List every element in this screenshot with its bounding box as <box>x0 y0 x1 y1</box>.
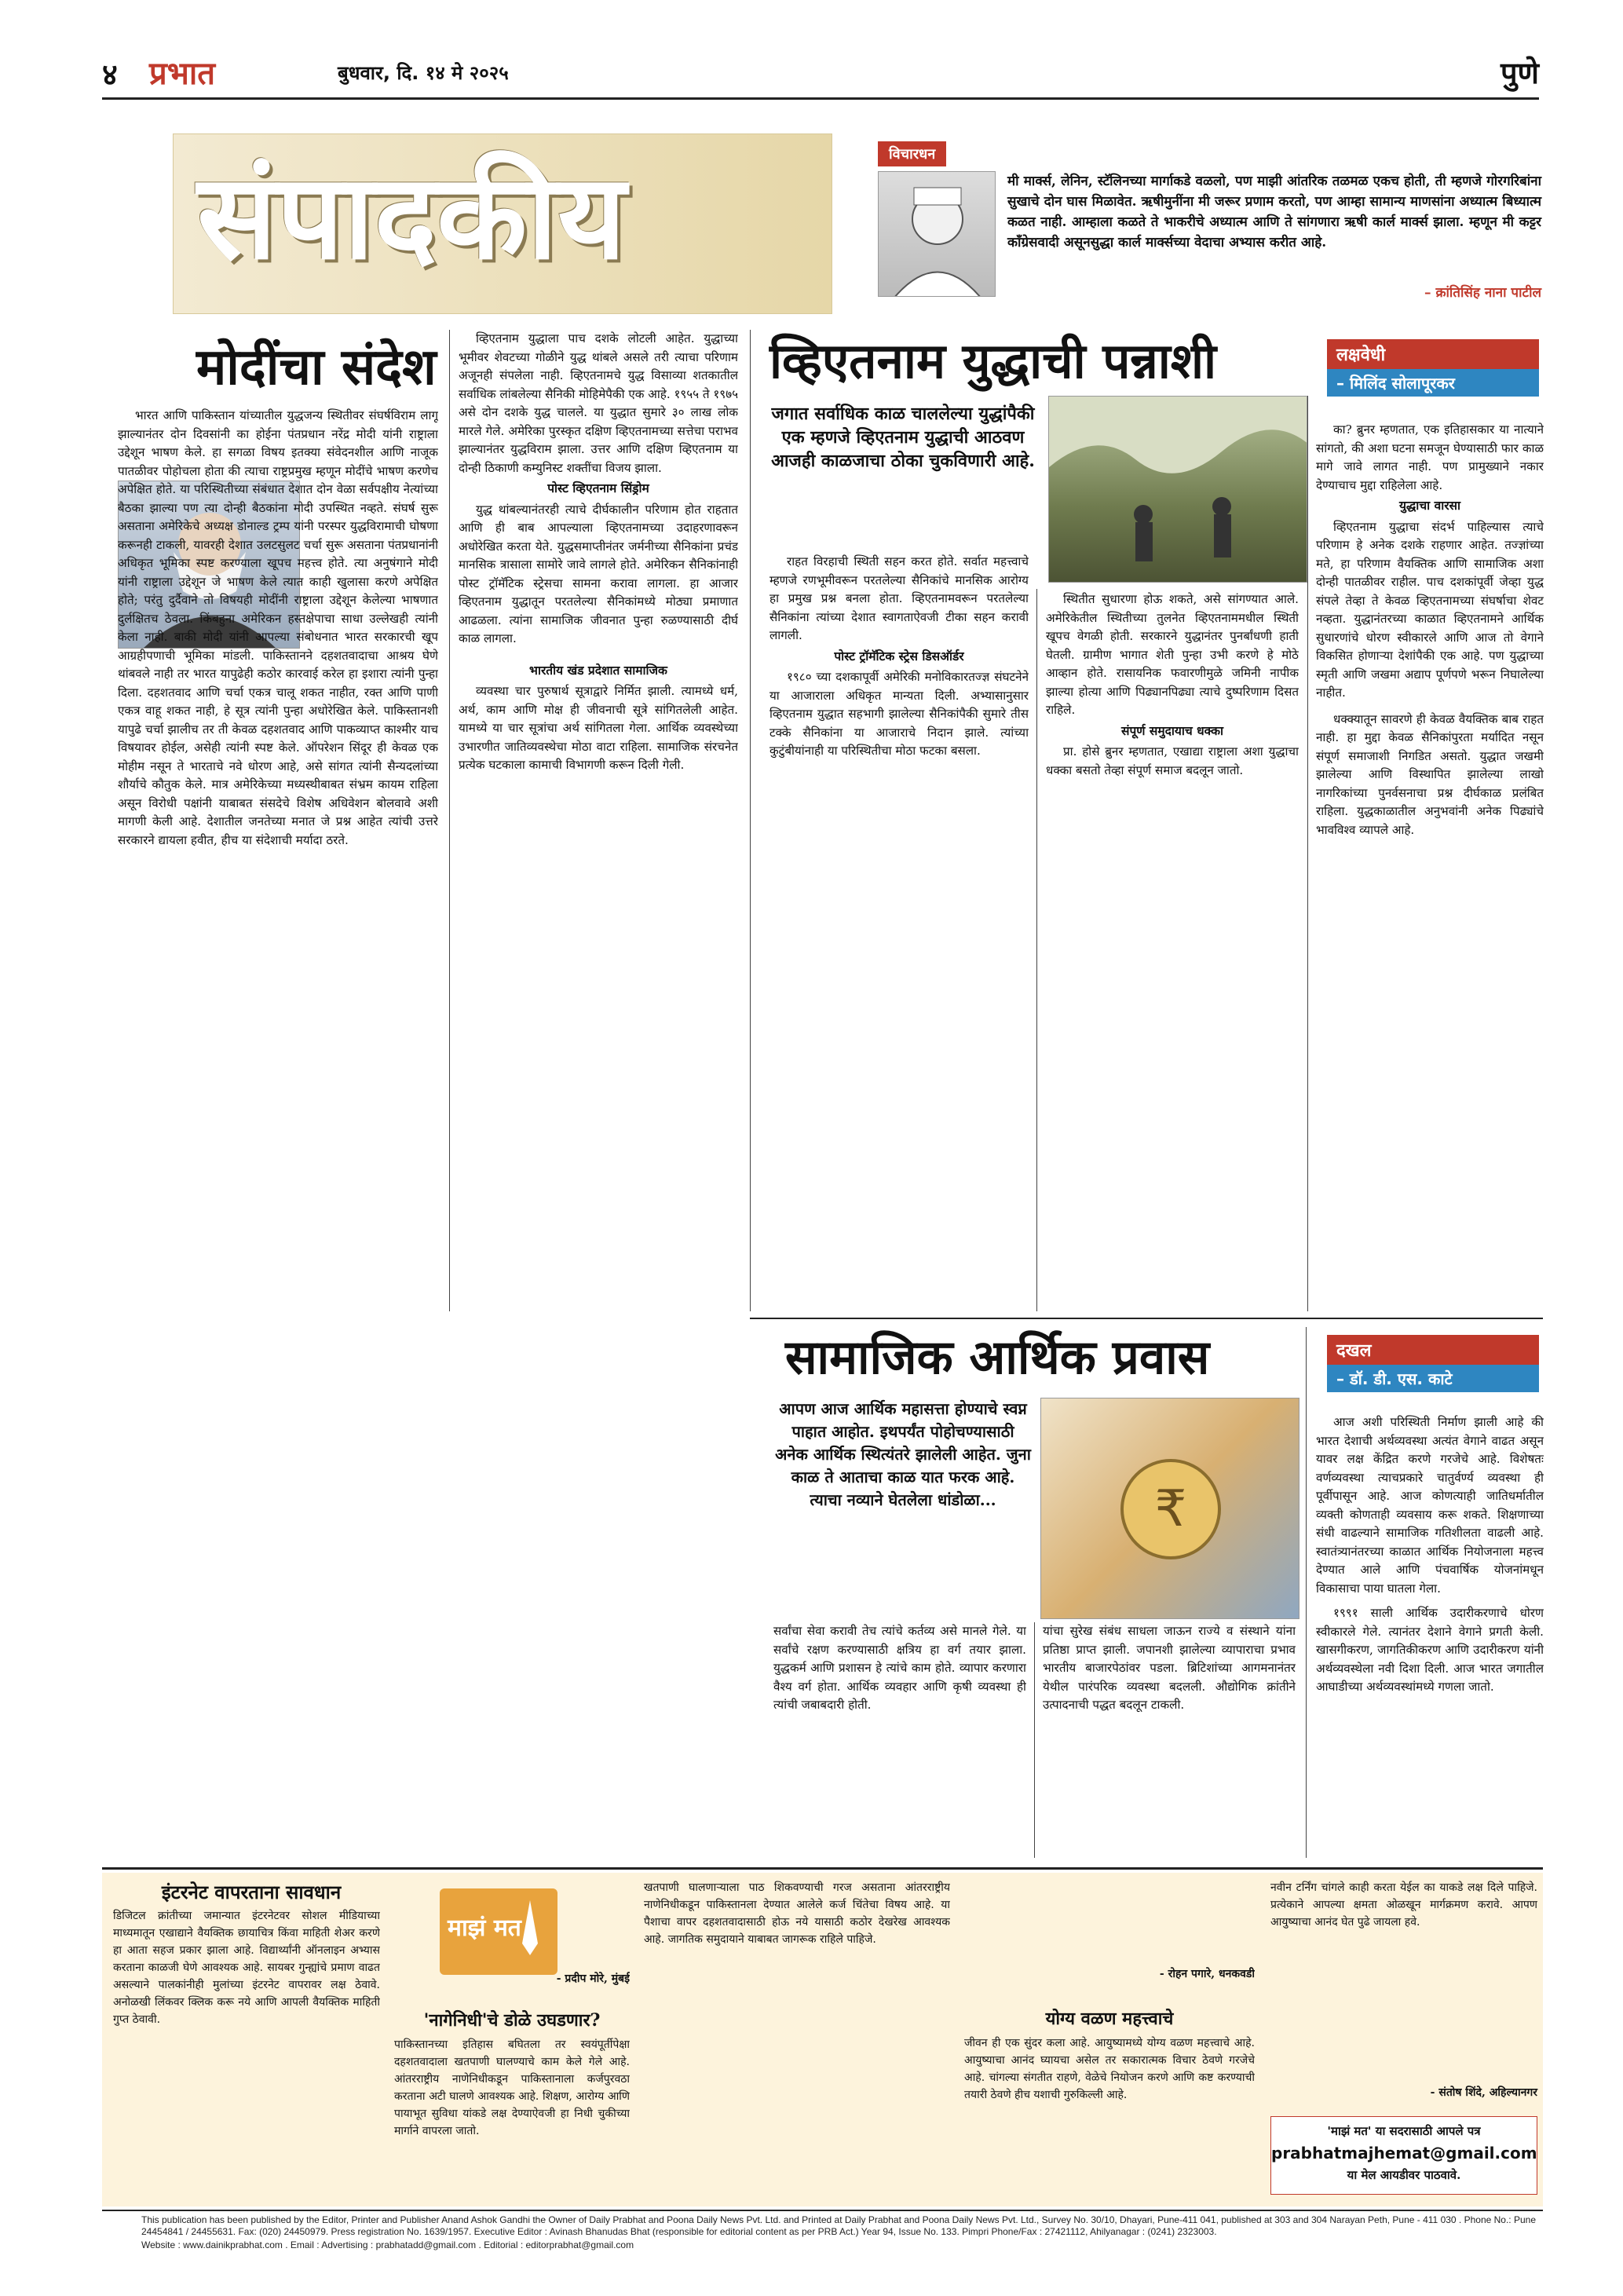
editorial-col2-subhead-1: पोस्ट व्हिएतनाम सिंड्रोम <box>547 481 649 495</box>
letter-5-text: नवीन टर्निंग चांगले काही करता येईल का याकडे लक्ष दिले पाहिजे. प्रत्येकाने आपल्या क्षमता ओळखून मार्गक्रमण करावे. आपण आयुष्याचा आनंद घेत पुढे जायला हवे. <box>1270 1881 1537 1929</box>
letter-2-title: 'नागेनिधी'चे डोळे उघडणार? <box>423 2010 601 2031</box>
letter-1-title: इंटरनेट वापरताना सावधान <box>161 1881 342 1903</box>
letter-5-sign: - संतोष शिंदे, अहिल्यानगर <box>1430 2086 1537 2099</box>
editorial-col2-text: व्हिएतनाम युद्धाला पाच दशके लोटली आहेत. युद्धाच्या भूमीवर शेवटच्या गोळीने युद्ध थांबले असले तरी त्याचा परिणाम अजूनही संपलेला नाही. व्हिएतनामचे युद्ध विसाव्या शतकातील सर्वाधिक लांबलेल्या सैनिकी मोहिमेपैकी एक आहे. १९५५ ते १९७५ असे दोन दशके युद्ध चालले. या युद्धात सुमारे ३० लाख लोक मारले गेले. अमेरिका पुरस्कृत दक्षिण व्हिएतनामच्या सत्तेचा पराभव झाल्यानंतर युद्धविराम झाला. उत्तर आणि दक्षिण व्हिएतनाम या दोन्ही ठिकाणी कम्युनिस्ट शक्तींचा विजय झाला. <box>459 331 738 475</box>
footer-imprint: This publication has been published by the Editor, Printer and Publisher Anand Ashok Gandhi the Owner of Daily Prabhat and Poona Daily News Pvt. Ltd. and Printed at Daily Prabhat and Poona Daily News Pvt. Ltd., Survey No. 30/10, Dhayari, Pune-411 041, published at 303 and 304 Narayan Peth, Pune - 411 030 . Phone No.: Pune 24454841 / 24455631. Fax: (020) 24450979. Press registration No. 1639/1957. Executive Editor : Avinash Bhanudas Bhat (responsible for editorial content as per PRB Act.) Year 94, Issue No. 133. Pimpri Phone/Fax : 27421112, Ahilyanagar : (0241) 2323003. <box>141 2214 1536 2237</box>
editorial-col2-text-b: युद्ध थांबल्यानंतरही त्याचे दीर्घकालीन परिणाम होत राहतात आणि ही बाब आपल्याला व्हिएतनामच्या उदाहरणावरून अधोरेखित करता येते. युद्धसमाप्तीनंतर जर्मनीच्या सैनिकांना प्रचंड मानसिक त्रासाला सामोरे जावे लागले होते. अमेरिकन सैनिकांनाही पोस्ट ट्रॉमॅटिक स्ट्रेसचा सामना करावा लागला. हा आजार व्हिएतनाम युद्धातून परतलेल्या सैनिकांमध्ये मोठ्या प्रमाणात आढळला. त्यांना सामाजिक जीवनात पुन्हा रुळण्यासाठी दीर्घ काळ लागला. <box>459 502 738 645</box>
vietnam-col3-text: धक्क्यातून सावरणे ही केवळ वैयक्तिक बाब राहत नाही. हा मुद्दा केवळ सैनिकांपुरता मर्यादित नसून संपूर्ण समाजाशी निगडित असतो. युद्धात जखमी झालेल्या आणि विस्थापित झालेल्या लाखो नागरिकांच्या पुनर्वसनाचा प्रश्न दीर्घकाळ प्रलंबित राहिला. युद्धकाळातील अनुभवांनी अनेक पिढ्यांचे भावविश्व व्यापले आहे. <box>1316 711 1544 837</box>
vietnam-soldiers-photo <box>1048 396 1307 583</box>
letter-1-text: डिजिटल क्रांतीच्या जमान्यात इंटरनेटवर सोशल मीडियाच्या माध्यमातून एखाद्याने वैयक्तिक छायाचित्र किंवा माहिती शेअर करणे हा आता सहज प्रकार झाला आहे. विद्यार्थ्यांनी ऑनलाइन अभ्यास करताना काळजी घेणे आवश्यक आहे. सायबर गुन्ह्यांचे प्रमाण वाढत असल्याने पालकांनीही मुलांच्या इंटरनेट वापरावर लक्ष ठेवावे. अनोळखी लिंकवर क्लिक करू नये आणि आपली वैयक्तिक माहिती गुप्त ठेवावी. <box>113 1910 380 2026</box>
editorial-col2-subhead-2: भारतीय खंड प्रदेशात सामाजिक <box>529 663 667 678</box>
letter-3-sign: - रोहन पगारे, धनकवडी <box>1159 1968 1255 1980</box>
portrait-sketch-icon <box>879 172 996 297</box>
samajik-column-1: सर्वांचा सेवा करावी तेच त्यांचे कर्तव्य असे मानले गेले. या सर्वांचे रक्षण करण्यासाठी क्षत्रिय हा वर्ग तयार झाला. युद्धकर्म आणि प्रशासन हे त्यांचे काम होते. व्यापार करणारा वैश्य वर्ग होता. आर्थिक व्यवहार आणि कृषी व्यवस्था ही त्यांची जबाबदारी होती. <box>773 1624 1026 1712</box>
column-divider <box>1306 1327 1307 1858</box>
majhe-mat-logo <box>440 1888 557 1975</box>
vicharadhan-quote: मी मार्क्स, लेनिन, स्टॅलिनच्या मार्गाकडे वळलो, पण माझी आंतरिक तळमळ एकच होती, ती म्हणजे गोरगरिबांना सुखाचे दोन घास मिळावेत. ऋषीमुनींना मी जरूर प्रणाम करतो, पण आम्हा सामान्य माणसांना अध्यात्म बिध्यात्म कळत नाही. आम्हाला कळते ते भाकरीचे अध्यात्म आणि ते सांगणारा ऋषी कार्ल मार्क्स झाला. म्हणून मी कट्टर कॉंग्रेसवादी असूनसुद्धा कार्ल मार्क्सच्या वेदाचा अभ्यास करीत आहे. <box>1007 174 1541 250</box>
dakhal-text: आज अशी परिस्थिती निर्माण झाली आहे की भारत देशाची अर्थव्यवस्था अत्यंत वेगाने वाढत असून यावर लक्ष केंद्रित करणे गरजेचे आहे. विशेषतः वर्णव्यवस्था त्याचप्रकारे चातुर्वर्ण्य व्यवस्था ही पूर्वीपासून आहे. आज कोणत्याही जातिधर्मातील व्यक्ती कोणताही व्यवसाय करू शकते. शिक्षणाच्या संधी वाढल्याने सामाजिक गतिशीलता वाढली आहे. स्वातंत्र्यानंतरच्या काळात आर्थिक नियोजनाला महत्त्व देण्यात आले आणि पंचवार्षिक योजनांमधून विकासाचा पाया घातला गेला. <box>1316 1415 1544 1596</box>
editorial-banner <box>173 133 832 314</box>
logo-text: माझं मत <box>448 1914 521 1942</box>
footer-rule <box>102 2210 1543 2211</box>
vietnam-col2-text-b: प्रा. होसे ब्रुनर म्हणतात, एखाद्या राष्ट्राला अशा युद्धाचा धक्का बसतो तेव्हा संपूर्ण समाज बदलून जातो. <box>1046 744 1299 777</box>
header-date: बुधवार, दि. १४ मे २०२५ <box>338 62 509 84</box>
editorial-column-2 <box>459 330 738 1311</box>
pen-icon <box>514 1896 546 1959</box>
column-divider <box>449 330 450 1311</box>
page-number: ४ <box>102 57 118 92</box>
vietnam-column-2 <box>1046 590 1299 1311</box>
column-divider <box>1034 1622 1035 1858</box>
economy-collage-photo <box>1040 1398 1299 1619</box>
vietnam-col1-subhead: पोस्ट ट्रॉमॅटिक स्ट्रेस डिसऑर्डर <box>834 649 964 664</box>
vicharadhan-box <box>878 141 1545 306</box>
author-portrait <box>878 171 996 297</box>
samajik-headline: सामाजिक आर्थिक प्रवास <box>785 1330 1210 1385</box>
submission-note-box <box>1270 2116 1537 2195</box>
svg-text:₹: ₹ <box>1154 1480 1187 1538</box>
column-divider <box>750 330 751 1311</box>
rupee-coin-icon <box>1041 1398 1299 1619</box>
vietnam-col1-text: राहत विरहाची स्थिती सहन करत होते. सर्वात महत्त्वाचे म्हणजे रणभूमीवरून परतलेल्या सैनिकांचे मानसिक आरोग्य हा प्रमुख प्रश्न बनला होता. व्हिएतनामवरून परतलेल्या सैनिकांना त्यांच्या देशात स्वागताऐवजी टीका सहन करावी लागली. <box>769 554 1029 642</box>
header-city: पुणे <box>1500 55 1539 90</box>
header-rule <box>102 97 1539 100</box>
dakhal-author: – डॉ. डी. एस. काटे <box>1327 1365 1539 1392</box>
vicharadhan-label: विचारधन <box>878 141 946 166</box>
submission-note: 'माझं मत' या सदरासाठी आपले पत्र <box>1327 2124 1481 2138</box>
letter-4-text: जीवन ही एक सुंदर कला आहे. आयुष्यामध्ये योग्य वळण महत्त्वाचे आहे. आयुष्याचा आनंद घ्यायचा असेल तर सकारात्मक विचार ठेवणे गरजेचे आहे. चांगल्या संगतीत राहणे, वेळेचे नियोजन करणे आणि कष्ट करण्याची तयारी ठेवणे हीच यशाची गुरुकिल्ली आहे. <box>964 2037 1255 2101</box>
vietnam-deck: जगात सर्वाधिक काळ चाललेल्या युद्धांपैकी एक म्हणजे व्हिएतनाम युद्धाची आठवण आजही काळजाचा ठोका चुकविणारी आहे. <box>771 404 1035 471</box>
vietnam-col2-text: स्थितीत सुधारणा होऊ शकते, असे सांगण्यात आले. अमेरिकेतील स्थितीच्या तुलनेत व्हिएतनाममधील स्थिती खूपच वेगळी होती. सरकारने युद्धानंतर पुनर्बांधणी हाती घेतली. ग्रामीण भागात शेती पुन्हा उभी करणे हे मोठे आव्हान होते. रासायनिक फवारणीमुळे जमिनी नापीक झाल्या होत्या आणि पिढ्यानपिढ्या त्याचे दुष्परिणाम दिसत राहिले. <box>1046 592 1299 717</box>
vietnam-headline: व्हिएतनाम युद्धाची पन्नाशी <box>769 332 1217 389</box>
lakshvedhi-author: – मिलिंद सोलापूरकर <box>1327 369 1539 397</box>
column-divider <box>1307 396 1308 1311</box>
vietnam-column-1 <box>769 553 1029 1311</box>
editorial-column-1: भारत आणि पाकिस्तान यांच्यातील युद्धजन्य स्थितीवर संघर्षविराम लागू झाल्यानंतर दोन दिवसांनी का होईना पंतप्रधान नरेंद्र मोदी यांनी राष्ट्राला उद्देशून भाषण केले. हा सगळा विषय इतक्या संवेदनशील आणि नाजूक पातळीवर पोहोचला होता की त्याचा राष्ट्रप्रमुख म्हणून मोदींचे भाषण करणेच अपेक्षित होते. या परिस्थितीच्या संबंधात देशात दोन वेळा सर्वपक्षीय नेत्यांच्या बैठका झाल्या पण त्या दोन्ही बैठकांना मोदी उपस्थित नव्हते. संघर्ष सुरू असताना अमेरिकेचे अध्यक्ष डोनाल्ड ट्रम्प यांनी परस्पर युद्धविरामाची घोषणा करूनही टाकली, यावरही देशात उलटसुलट चर्चा सुरू असताना पंतप्रधानांनी अधिकृत भूमिका स्पष्ट करण्याला खूपच महत्त्व होते. त्या अनुषंगाने मोदी यांनी राष्ट्राला उद्देशून जे भाषण केले त्यात काही खुलासा करणे अपेक्षित होते; परंतु दुर्दैवाने तो विषयही मोदींनी राष्ट्राला उद्देशून केलेल्या भाषणात दुर्लक्षितच ठेवला. किंबहुना अमेरिकन हस्तक्षेपाचा साधा उल्लेखही त्यांनी केला नाही. बाकी मोदी यांनी आपल्या संबोधनात भारत सरकारची खूप आग्रहीपणाची भूमिका मांडली. पाकिस्तानने दहशतवादाचा आश्रय घेणे थांबवले नाही तर भारत यापुढेही कठोर कारवाई करेल हा इशारा त्यांनी पुन्हा दिला. दहशतवाद आणि चर्चा एकत्र चालू शकत नाहीत, रक्त आणि पाणी एकत्र वाहू शकत नाही, हे सूत्र त्यांनी पुन्हा अधोरेखित केले. पाकिस्तानशी यापुढे चर्चा झालीच तर ती केवळ दहशतवाद आणि पाकव्याप्त काश्मीर याच विषयावर होईल, असेही त्यांनी स्पष्ट केले. ऑपरेशन सिंदूर ही केवळ एक मोहीम नसून ते भारताचे नवे धोरण आहे, असे सांगत त्यांनी सैन्यदलांच्या शौर्याचे कौतुक केले. मात्र अमेरिकेच्या मध्यस्थीबाबत संभ्रम कायम राहिला असून विरोधी पक्षांनी याबाबत संसदेचे विशेष अधिवेशन बोलवावे अशी मागणी केली आहे. देशातील जनतेच्या मनात जे प्रश्न आहेत त्यांची उत्तरे सरकारने द्यायला हवीत, हीच या संदेशाची मर्यादा ठरते. <box>118 408 438 847</box>
lakshvedhi-text: का? ब्रुनर म्हणतात, एक इतिहासकार या नात्याने सांगतो, की अशा घटना समजून घेण्यासाठी फार काळ मागे जावे लागत नाही. पण प्रामुख्याने नकार देण्याचाच मुद्दा राहिलेला आहे. <box>1316 422 1544 492</box>
letter-1-sign: - प्रदीप मोरे, मुंबई <box>556 1972 630 1985</box>
letters-rule <box>102 1867 1543 1870</box>
editorial-col2-text-c: व्यवस्था चार पुरुषार्थ सूत्राद्वारे निर्मित झाली. त्यामध्ये धर्म, अर्थ, काम आणि मोक्ष ही जीवनाची सूत्रे सांगितलेली आहेत. यामध्ये या चार सूत्रांचा अर्थ सांगितला गेला. आर्थिक व्यवस्थेच्या उभारणीत जातिव्यवस्थेचा मोठा वाटा राहिला. सामाजिक संरचनेत प्रत्येक घटकाला कामाची विभागणी करून दिली गेली. <box>459 684 738 772</box>
submission-email[interactable]: prabhatmajhemat@gmail.com <box>1271 2144 1537 2163</box>
vietnam-col1-text-b: १९८० च्या दशकापूर्वी अमेरिकी मनोविकारतज्ज्ञ संघटनेने या आजाराला अधिकृत मान्यता दिली. अभ्यासानुसार व्हिएतनाम युद्धात सहभागी झालेल्या सैनिकांपैकी सुमारे तीस टक्के सैनिकांना या आजाराचे निदान झाले. त्यांच्या कुटुंबीयांनाही या परिस्थितीचा मोठा फटका बसला. <box>769 670 1029 758</box>
samajik-col3-text: १९९१ साली आर्थिक उदारीकरणाचे धोरण स्वीकारले गेले. त्यानंतर देशाने वेगाने प्रगती केली. खासगीकरण, जागतिकीकरण आणि उदारीकरण यांनी अर्थव्यवस्थेला नवी दिशा दिली. आज भारत जगातील आघाडीच्या अर्थव्यवस्थांमध्ये गणला जातो. <box>1316 1606 1544 1694</box>
samajik-deck: आपण आज आर्थिक महासत्ता होण्याचे स्वप्न पाहात आहोत. इथपर्यंत पोहोचण्यासाठी अनेक आर्थिक स्थित्यंतरे झालेली आहेत. जुना काळ ते आताचा काळ यात फरक आहे. त्याचा नव्याने घेतलेला धांडोळा... <box>775 1399 1031 1509</box>
banner-title: संपादकीय <box>197 148 627 286</box>
section-rule <box>750 1318 1543 1319</box>
letter-4-title: योग्य वळण महत्त्वाचे <box>1045 2009 1174 2029</box>
submission-email-note: या मेल आयडीवर पाठवावे. <box>1347 2168 1461 2182</box>
dakhal-label: दखल <box>1327 1335 1539 1365</box>
lakshvedhi-text-b: व्हिएतनाम युद्धाचा संदर्भ पाहिल्यास त्याचे परिणाम हे अनेक दशके राहणार आहेत. तज्ज्ञांच्या मते, हा परिणाम वैयक्तिक आणि सामाजिक अशा दोन्ही पातळीवर राहील. पाच दशकांपूर्वी जेव्हा युद्ध संपले तेव्हा ते केवळ व्हिएतनामच्या संघर्षाचा शेवट नव्हता. युद्धानंतरच्या काळात व्हिएतनामने आर्थिक सुधारणांचे धोरण स्वीकारले आणि आज तो वेगाने विकसित होणाऱ्या देशांपैकी एक आहे. पण युद्धाच्या स्मृती आणि जखमा अद्याप पूर्णपणे भरून निघालेल्या नाहीत. <box>1316 519 1544 700</box>
page-header <box>102 49 1539 96</box>
column-divider <box>1036 589 1037 1311</box>
lakshvedhi-subhead: युद्धाचा वारसा <box>1398 499 1461 513</box>
vietnam-col2-subhead: संपूर्ण समुदायाच धक्का <box>1120 723 1224 738</box>
samajik-column-2: यांचा सुरेख संबंध साधला जाऊन राज्ये व संस्थाने यांना प्रतिष्ठा प्राप्त झाली. जपानशी झालेल्या व्यापाराचा प्रभाव भारतीय बाजारपेठांवर पडला. ब्रिटिशांच्या आगमनानंतर येथील पारंपरिक व्यवस्था बदलली. औद्योगिक क्रांतीने उत्पादनाची पद्धत बदलून टाकली. <box>1043 1624 1296 1712</box>
lakshvedhi-column <box>1316 421 1544 1311</box>
letters-section <box>102 1873 1543 2206</box>
soldiers-silhouette-icon <box>1049 397 1307 583</box>
letter-2-text: पाकिस्तानच्या इतिहास बघितला तर स्वयंपूर्तीपेक्षा दहशतवादाला खतपाणी घालण्याचे काम केले गेले आहे. आंतरराष्ट्रीय नाणेनिधीकडून पाकिस्तानाला कर्जपुरवठा करताना अटी घालणे आवश्यक आहे. शिक्षण, आरोग्य आणि पायाभूत सुविधा यांकडे लक्ष देण्याऐवजी हा निधी चुकीच्या मार्गाने वापरला जातो. <box>394 2038 630 2137</box>
vicharadhan-author: – क्रांतिसिंह नाना पाटील <box>1424 285 1541 301</box>
dakhal-column <box>1316 1413 1544 1858</box>
footer-website: Website : www.dainikprabhat.com . Email : Advertising : prabhatadd@gmail.com . Editorial : editorprabhat@gmail.com <box>141 2239 634 2250</box>
letter-3-text-cont <box>964 1879 1255 1997</box>
editorial-headline: मोदींचा संदेश <box>196 338 437 397</box>
letter-3-text: खतपाणी घालणाऱ्याला पाठ शिकवण्याची गरज असताना आंतरराष्ट्रीय नाणेनिधीकडून पाकिस्तानला देण्यात आलेले कर्ज चिंतेचा विषय आहे. या पैशाचा वापर दहशतवादासाठी होऊ नये यासाठी कठोर देखरेख आवश्यक आहे. जागतिक समुदायाने याबाबत जागरूक राहिले पाहिजे. <box>644 1881 950 1946</box>
brand-logo: प्रभात <box>149 55 216 92</box>
lakshvedhi-label: लक्षवेधी <box>1327 339 1539 369</box>
